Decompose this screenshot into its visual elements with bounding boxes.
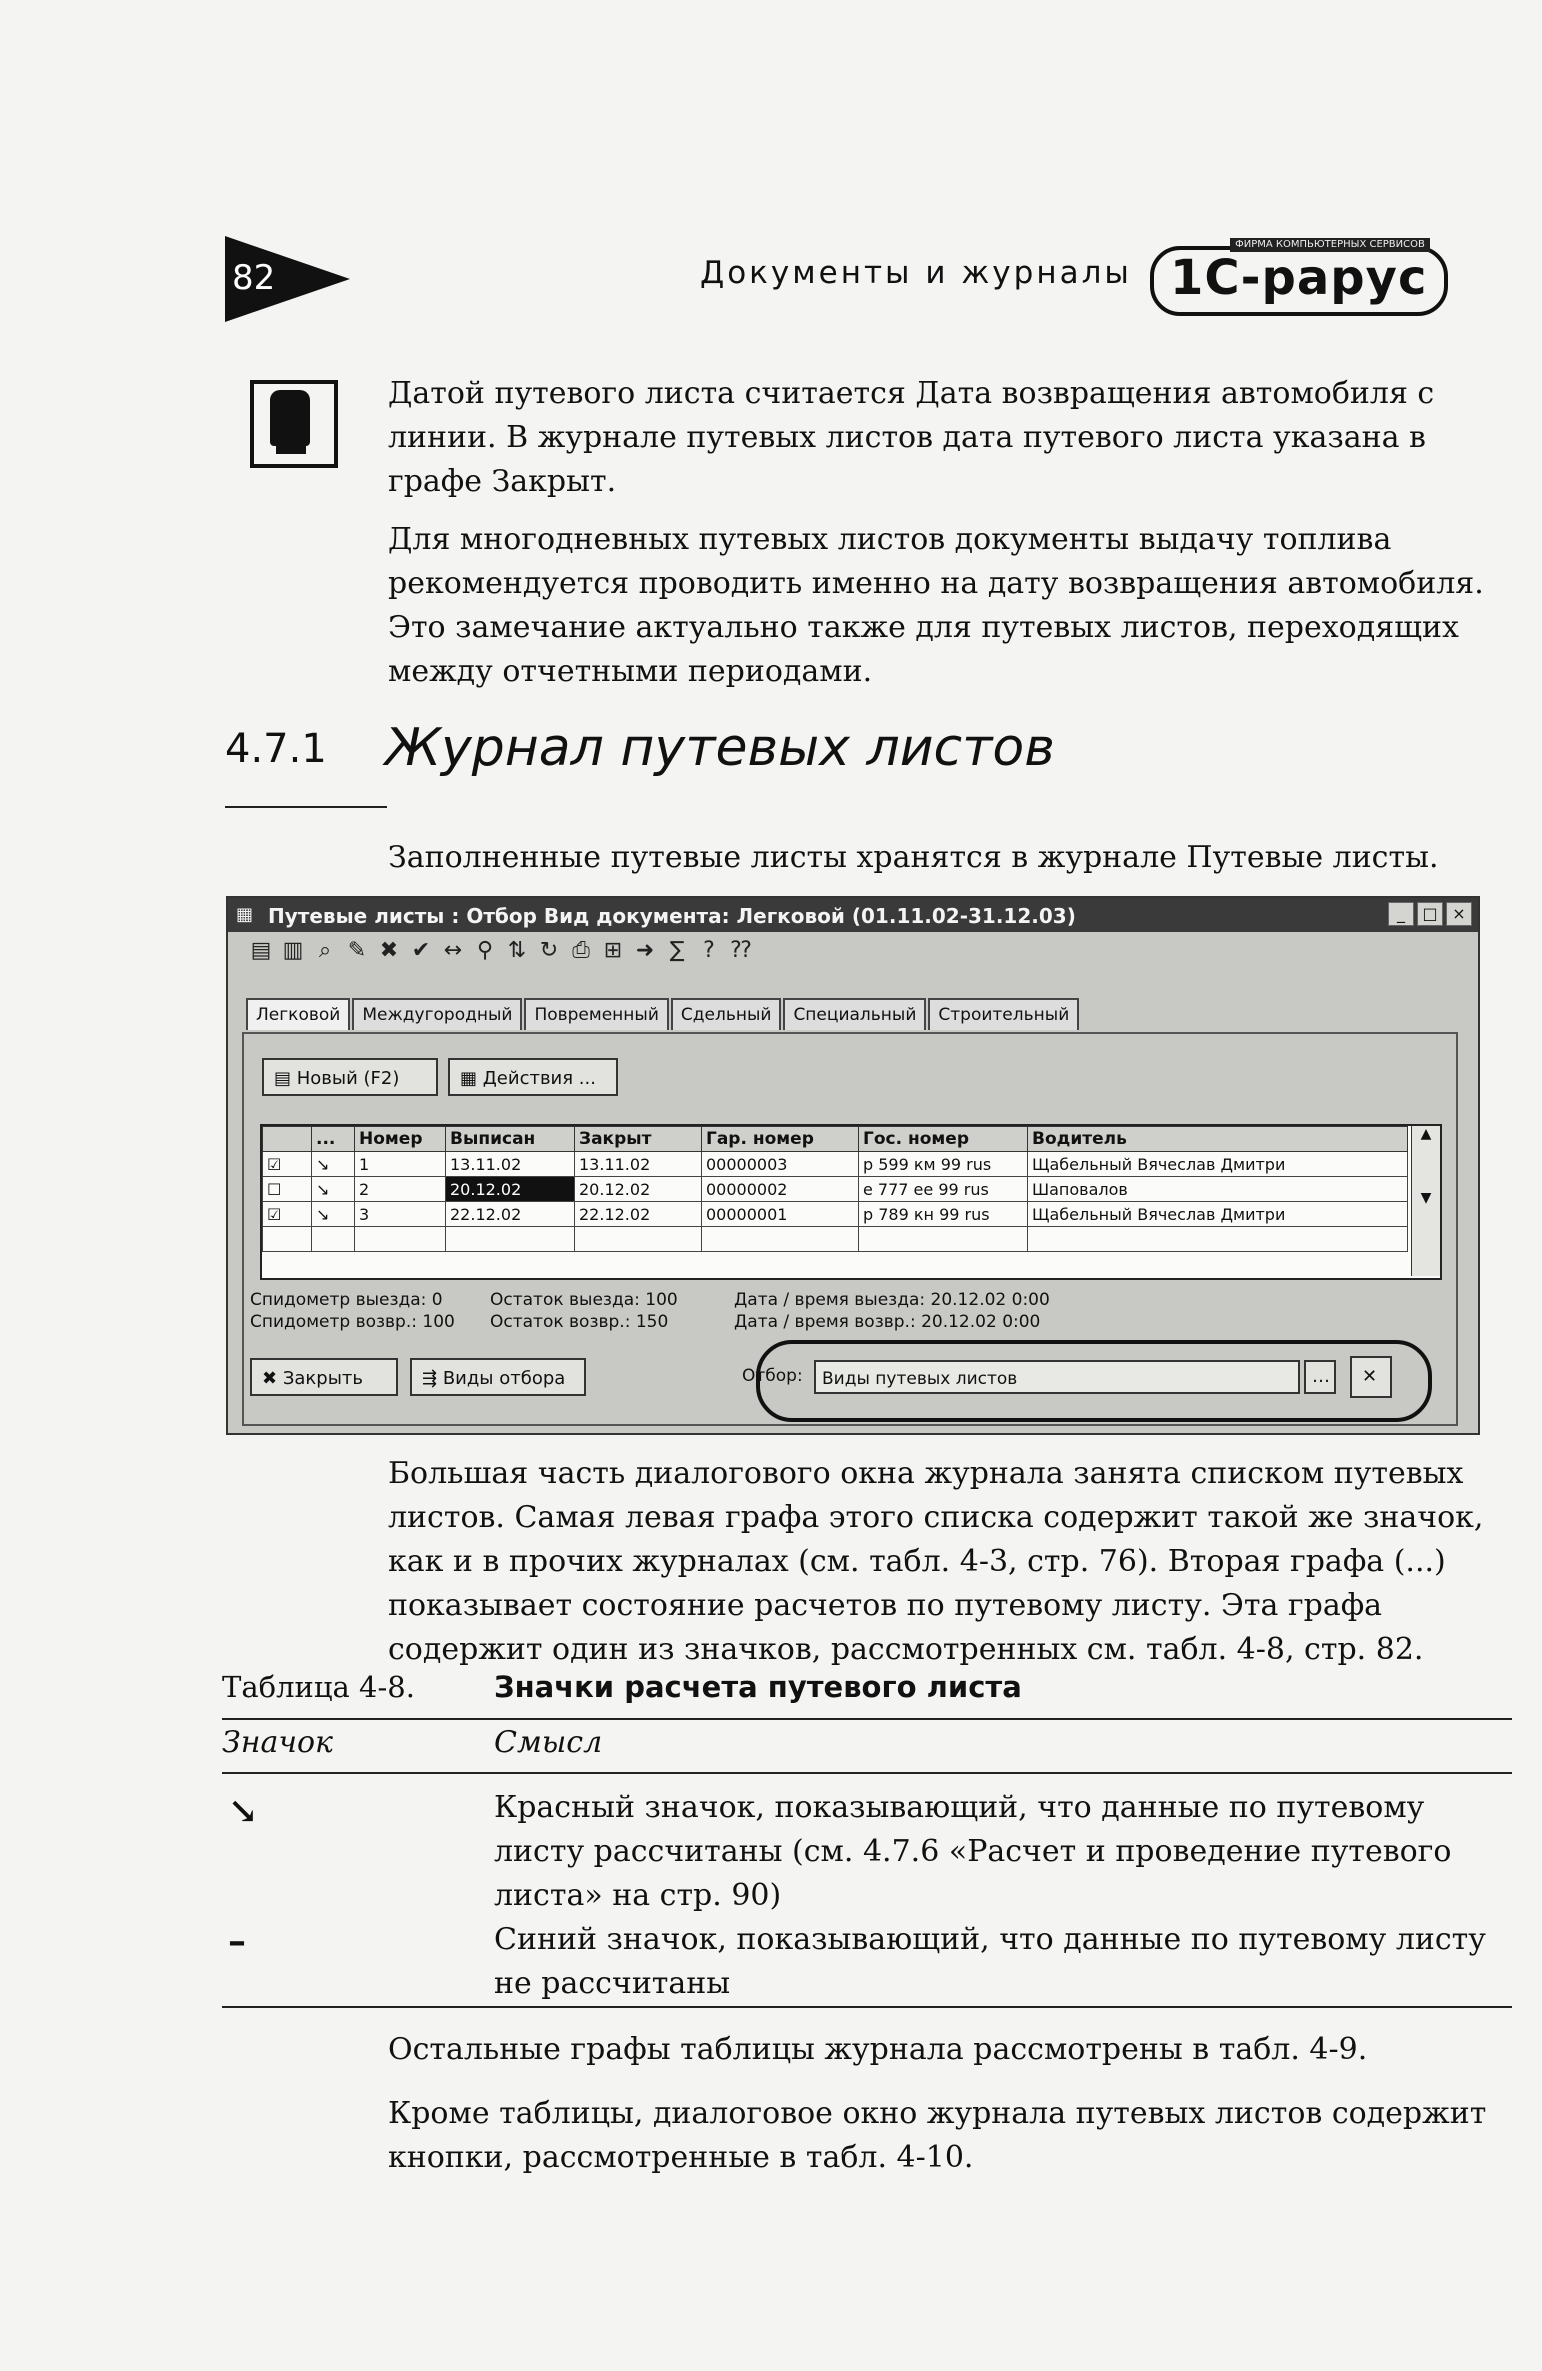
running-header: Документы и журналы xyxy=(700,255,1132,291)
calculated-icon: ↘ xyxy=(312,1177,355,1202)
cell-driver: Щабельный Вячеслав Дмитри xyxy=(1028,1152,1408,1177)
logo-band: ФИРМА КОМПЬЮТЕРНЫХ СЕРВИСОВ xyxy=(1230,238,1430,252)
filter-types-button[interactable]: ⇶ Виды отбора xyxy=(410,1358,586,1396)
col-garage-number[interactable]: Гар. номер xyxy=(702,1127,859,1152)
table-row-meaning: Красный значок, показывающий, что данные по путевому листу рассчитаны (см. 4.7.6 «Расчет и проведение путевого листа» на стр. 90) xyxy=(494,1790,1452,1913)
footer-paragraph-1: Остальные графы таблицы журнала рассмотрены в табл. 4-9. xyxy=(388,2032,1368,2067)
close-x-icon: ✖ xyxy=(262,1368,278,1389)
table-label: Таблица 4-8. xyxy=(222,1670,415,1704)
print-icon[interactable]: ⎙ xyxy=(572,938,590,963)
footer-paragraph-2: Кроме таблицы, диалоговое окно журнала путевых листов содержит кнопки, рассмотренные в табл. 4-10. xyxy=(388,2096,1487,2175)
new-button-label: Новый (F2) xyxy=(296,1068,400,1089)
table-row[interactable] xyxy=(263,1202,1408,1227)
window-system-icon[interactable]: ▦ xyxy=(236,904,254,925)
odometer-out: Спидометр выезда: 0 xyxy=(250,1290,443,1310)
minimize-button[interactable]: _ xyxy=(1388,902,1414,926)
close-window-button[interactable]: × xyxy=(1446,902,1472,926)
find-icon[interactable]: ⌕ xyxy=(318,938,332,963)
page-number: 82 xyxy=(232,258,276,298)
filter-input[interactable]: Виды путевых листов xyxy=(814,1360,1300,1394)
cell-number: 3 xyxy=(355,1202,446,1227)
calculated-sign-icon: ↘ xyxy=(228,1790,259,1832)
fuel-back: Остаток возвр.: 150 xyxy=(490,1312,669,1332)
col-issued[interactable]: Выписан xyxy=(446,1127,575,1152)
maximize-button[interactable]: □ xyxy=(1417,902,1443,926)
section-rule xyxy=(225,806,387,808)
structure-icon[interactable]: ⊞ xyxy=(603,938,623,963)
sort-icon[interactable]: ⇅ xyxy=(507,938,527,963)
section-intro: Заполненные путевые листы хранятся в журнале Путевые листы. xyxy=(388,840,1439,875)
journal-window xyxy=(226,896,1480,1435)
new-doc-icon[interactable]: ▤ xyxy=(250,938,272,963)
col-number[interactable]: Номер xyxy=(355,1127,446,1152)
fuel-out: Остаток выезда: 100 xyxy=(490,1290,678,1310)
delete-icon[interactable]: ✖ xyxy=(379,938,399,963)
post-icon[interactable]: ✔ xyxy=(411,938,431,963)
close-button[interactable] xyxy=(250,1358,398,1396)
close-button-label: Закрыть xyxy=(282,1368,364,1389)
edit-icon[interactable]: ✎ xyxy=(347,938,367,963)
filter-select-button[interactable]: … xyxy=(1304,1360,1336,1394)
toolbar xyxy=(248,938,760,978)
empty-row xyxy=(263,1227,1408,1252)
tab-intercity[interactable]: Междугородный xyxy=(352,998,522,1030)
cell-driver: Щабельный Вячеслав Дмитри xyxy=(1028,1202,1408,1227)
context-help-icon[interactable]: ⁇ xyxy=(730,938,752,963)
tab-special[interactable]: Специальный xyxy=(783,998,926,1030)
filter-types-label: Виды отбора xyxy=(442,1368,566,1389)
col-closed[interactable]: Закрыт xyxy=(575,1127,702,1152)
actions-button-label: Действия ... xyxy=(482,1068,596,1089)
table-row-meaning: Синий значок, показывающий, что данные по путевому листу не рассчитаны xyxy=(494,1922,1486,2001)
table-header-rule xyxy=(222,1772,1512,1774)
cell-plate: е 777 ее 99 rus xyxy=(859,1177,1028,1202)
datetime-back: Дата / время возвр.: 20.12.02 0:00 xyxy=(734,1312,1041,1332)
cell-number: 2 xyxy=(355,1177,446,1202)
odometer-back: Спидометр возвр.: 100 xyxy=(250,1312,455,1332)
logo-text: 1С-рарус xyxy=(1170,250,1428,306)
doc-posted-icon: ☑ xyxy=(263,1152,312,1177)
cell-plate: р 789 кн 99 rus xyxy=(859,1202,1028,1227)
publisher-logo xyxy=(1150,238,1460,316)
table-col-icon: Значок xyxy=(222,1725,333,1760)
cell-number: 1 xyxy=(355,1152,446,1177)
filter-label: Отбор: xyxy=(742,1366,803,1386)
table-col-meaning: Смысл xyxy=(494,1725,603,1760)
copy-doc-icon[interactable]: ▥ xyxy=(282,938,304,963)
actions-button[interactable]: ▦ Действия ... xyxy=(448,1058,618,1096)
cell-closed: 20.12.02 xyxy=(575,1177,702,1202)
calc-icon[interactable]: ∑ xyxy=(669,938,685,963)
cell-garage: 00000001 xyxy=(702,1202,859,1227)
interval-icon[interactable]: ↔ xyxy=(443,938,463,963)
help-icon[interactable]: ? xyxy=(703,938,715,963)
note-hand-icon xyxy=(250,380,338,468)
note-paragraph-2: Для многодневных путевых листов документы выдачу топлива рекомендуется проводить именно на дату возвращения автомобиля. Это замечание актуально также для путевых листов, переходящих между отчетными периодами. xyxy=(388,522,1484,689)
tab-timebased[interactable]: Повременный xyxy=(524,998,668,1030)
note-paragraph-1: Датой путевого листа считается Дата возвращения автомобиля с линии. В журнале путевых листов дата путевого листа указана в графе Закрыт. xyxy=(388,376,1435,499)
calculated-icon: ↘ xyxy=(312,1202,355,1227)
grid-scrollbar[interactable]: ▲ ▼ xyxy=(1411,1126,1440,1276)
body-paragraph: Большая часть диалогового окна журнала занята списком путевых листов. Самая левая графа этого списка содержит такой же значок, как и в прочих журналах (см. табл. 4-3, стр. 76). Вторая графа (...) показывает состояние расчетов по путевому листу. Эта графа содержит один из значков, рассмотренных см. табл. 4-8, стр. 82. xyxy=(388,1456,1484,1667)
section-number: 4.7.1 xyxy=(225,726,327,772)
clear-filter-button[interactable]: ✕ xyxy=(1350,1356,1392,1398)
cell-garage: 00000002 xyxy=(702,1177,859,1202)
new-button[interactable]: ▤ Новый (F2) xyxy=(262,1058,438,1096)
col-driver[interactable]: Водитель xyxy=(1028,1127,1408,1152)
doc-posted-icon: ☑ xyxy=(263,1202,312,1227)
not-calculated-sign-icon: – xyxy=(228,1920,246,1962)
cell-issued: 22.12.02 xyxy=(446,1202,575,1227)
section-title: Журнал путевых листов xyxy=(385,718,1055,778)
cell-driver: Шаповалов xyxy=(1028,1177,1408,1202)
calculated-icon: ↘ xyxy=(312,1152,355,1177)
table-top-rule xyxy=(222,1718,1512,1720)
cell-garage: 00000003 xyxy=(702,1152,859,1177)
cell-plate: р 599 км 99 rus xyxy=(859,1152,1028,1177)
cell-issued: 13.11.02 xyxy=(446,1152,575,1177)
cell-closed: 22.12.02 xyxy=(575,1202,702,1227)
tab-strip xyxy=(246,998,1081,1032)
tab-passenger[interactable]: Легковой xyxy=(246,998,350,1030)
cell-issued-selected: 20.12.02 xyxy=(446,1177,575,1202)
doc-unposted-icon: ☐ xyxy=(263,1177,312,1202)
filter-icon[interactable]: ⚲ xyxy=(476,938,494,963)
table-bottom-rule xyxy=(222,2006,1512,2008)
cell-closed: 13.11.02 xyxy=(575,1152,702,1177)
refresh-icon[interactable]: ↻ xyxy=(539,938,559,963)
waybill-grid xyxy=(260,1124,1442,1280)
window-titlebar[interactable] xyxy=(228,898,1478,932)
goto-icon[interactable]: ➜ xyxy=(635,938,655,963)
table-title: Значки расчета путевого листа xyxy=(494,1670,1022,1704)
col-doc-icon[interactable] xyxy=(263,1127,312,1152)
window-title: Путевые листы : Отбор Вид документа: Легковой (01.11.02-31.12.03) xyxy=(268,904,1076,928)
tab-construction[interactable]: Строительный xyxy=(928,998,1079,1030)
col-plate-number[interactable]: Гос. номер xyxy=(859,1127,1028,1152)
datetime-out: Дата / время выезда: 20.12.02 0:00 xyxy=(734,1290,1050,1310)
col-state[interactable]: ... xyxy=(312,1127,355,1152)
tab-piecework[interactable]: Сдельный xyxy=(671,998,782,1030)
table-row[interactable] xyxy=(263,1177,1408,1202)
table-row[interactable] xyxy=(263,1152,1408,1177)
